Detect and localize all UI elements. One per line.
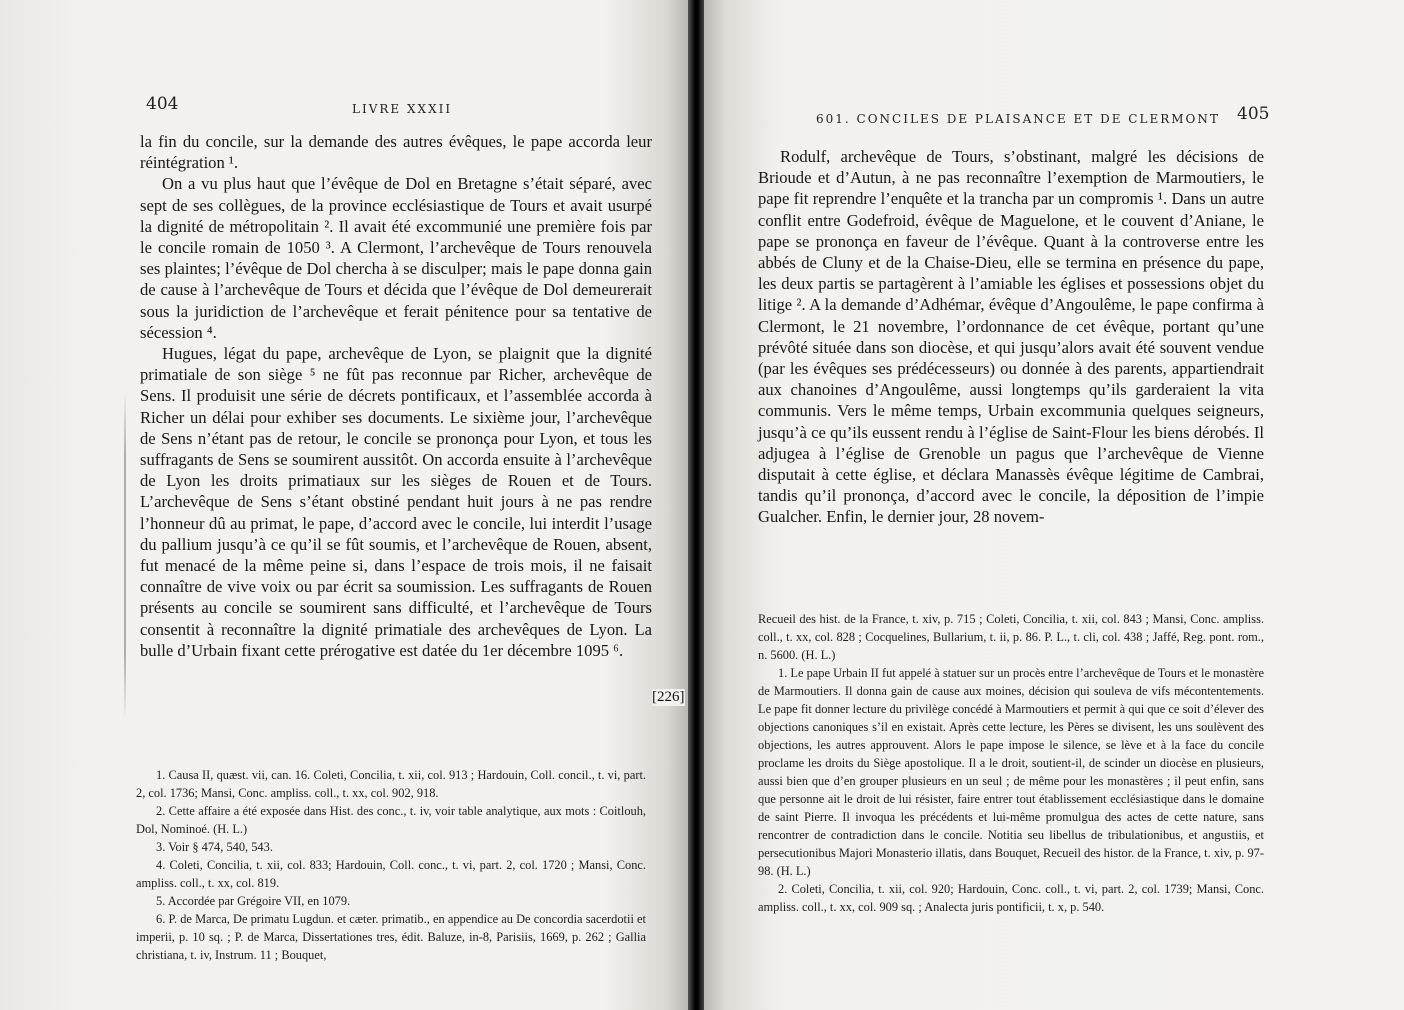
- paragraph: Hugues, légat du pape, archevêque de Lyon, se plaignit que la dignité primatiale de son siège ⁵ ne fût pas reconnue par Richer, archevêque de Sens. Il produisit une série de décrets pontificaux, et l’assemblée accorda à Richer un délai pour exhiber ses documents. Le sixième jour, l’archevêque de Sens n’étant pas de retour, le concile se prononça pour Lyon, et tous les suffragants de Sens se soumirent aussitôt. On accorda ensuite à l’archevêque de Lyon les droits primatiaux sur les sièges de Rouen et de Tours. L’archevêque de Sens s’étant obstiné pendant huit jours à ne pas rendre l’honneur dû au primat, le pape, d’accord avec le concile, lui interdit l’usage du pallium jusqu’à ce qu’il se fût soumis, et l’archevêque de Rouen, absent, fut menacé de la même peine si, dans l’espace de trois mois, il ne faisait connaître de vive voix ou par écrit sa soumission. Les suffragants de Rouen présents au concile se soumirent sans difficulté, et l’archevêque de Tours consentit à reconnaître la dignité primatiale des archevêques de Lyon. La bulle d’Urbain fixant cette prérogative est datée du 1er décembre 1095 ⁶.: [140, 344, 652, 660]
- footnote: 4. Coleti, Concilia, t. xii, col. 833; Hardouin, Coll. conc., t. vi, part. 2, col. 1720 ; Mansi, Conc. ampliss. coll., t. xx, col. 819.: [136, 858, 646, 890]
- footnote: 1. Le pape Urbain II fut appelé à statuer sur un procès entre l’archevêque de Tours et le monastère de Marmoutiers. Il donna gain de cause aux moines, décision qui souleva de vifs mécontentements. Le pape fit donner lecture du privilège concédé à Marmoutiers et permit à qui que ce soit d’élever des objections canoniques s’il en existait. Après cette lecture, les Pères se divisent, les uns soulèvent des objections, les autres approuvent. Alors le pape impose le silence, se lève et à la face du concile proclame les droits du Siège apostolique. Il a le droit, soutient-il, de scinder un diocèse en plusieurs, aussi bien que d’en grouper plusieurs en un seul ; de même pour les monastères ; il peut enfin, sans que personne ait le droit de lui résister, faire entrer tout établissement ecclésiastique dans le domaine de saint Pierre. Il invoqua les précédents et lui-même promulgua des actes de cette nature, sans rencontrer de contradiction dans le concile. Notitia seu libellus de tribulationibus, et angustiis, et persecutionibus Majori Monasterio illatis, dans Bouquet, Recueil des histor. de la France, t. xiv, p. 97-98. (H. L.): [758, 666, 1264, 878]
- footnote: 1. Causa II, quæst. vii, can. 16. Coleti, Concilia, t. xii, col. 913 ; Hardouin, Coll. concil., t. vi, part. 2, col. 1736; Mansi, Conc. ampliss. coll., t. xx, col. 902, 918.: [136, 768, 646, 800]
- margin-marker: [226]: [652, 689, 685, 705]
- page-number: 405: [1237, 104, 1270, 124]
- running-head: 601. CONCILES DE PLAISANCE ET DE CLERMONT: [816, 112, 1220, 126]
- footnotes: [758, 610, 1264, 916]
- footnote: Recueil des hist. de la France, t. xiv, p. 715 ; Coleti, Concilia, t. xii, col. 843 ; Mansi, Conc. ampliss. coll., t. xx, col. 828 ; Cocquelines, Bullarium, t. ii, p. 86. P. L., t. cli, col. 438 ; Jaffé, Reg. pont. rom., n. 5600. (H. L.): [758, 612, 1264, 662]
- footnote: 2. Cette affaire a été exposée dans Hist. des conc., t. iv, voir table analytique, aux mots : Coitlouh, Dol, Nominoé. (H. L.): [136, 804, 646, 836]
- footnote: 5. Accordée par Grégoire VII, en 1079.: [156, 894, 351, 908]
- footnote: 2. Coleti, Concilia, t. xii, col. 920; Hardouin, Conc. coll., t. vi, part. 2, col. 1739; Mansi, Conc. ampliss. coll., t. xx, col. 909 sq. ; Analecta juris pontificii, t. x, p. 540.: [758, 882, 1264, 914]
- pencil-mark: [124, 390, 126, 720]
- paragraph: On a vu plus haut que l’évêque de Dol en Bretagne s’était séparé, avec sept de ses collègues, de la province ecclésiastique de Tours et avait usurpé la dignité de métropolitain ². Il avait été excommunié une première fois par le concile romain de 1050 ³. A Clermont, l’archevêque de Tours renouvela ses plaintes; l’évêque de Dol chercha à se disculper; mais le pape donna gain de cause à l’archevêque de Tours et décida que l’évêque de Dol demeurerait sous la juridiction de l’archevêque et ferait pénitence pour sa tentative de sécession ⁴.: [140, 174, 652, 342]
- running-head: LIVRE XXXII: [352, 102, 453, 116]
- footnote: 6. P. de Marca, De primatu Lugdun. et cæter. primatib., en appendice au De concordia sacerdotii et imperii, p. 10 sq. ; P. de Marca, Dissertationes tres, édit. Baluze, in-8, Parisiis, 1669, p. 262 ; Gallia christiana, t. iv, Instrum. 11 ; Bouquet,: [136, 912, 646, 962]
- body-text: [758, 146, 1264, 528]
- paragraph: la fin du concile, sur la demande des autres évêques, le pape accorda leur réintégration ¹.: [140, 132, 652, 173]
- body-text: [140, 131, 652, 661]
- footnotes: [136, 766, 646, 964]
- left-page: [0, 0, 688, 1010]
- footnote: 3. Voir § 474, 540, 543.: [156, 840, 273, 854]
- right-page: [704, 0, 1404, 1010]
- page-number: 404: [146, 94, 179, 114]
- paragraph: Rodulf, archevêque de Tours, s’obstinant, malgré les décisions de Brioude et d’Autun, à ne pas reconnaître l’exemption de Marmoutiers, le pape fit reprendre l’enquête et la trancha par un compromis ¹. Dans un autre conflit entre Godefroid, évêque de Maguelone, et le couvent d’Aniane, le pape se prononça en faveur de l’évêque. Quant à la controverse entre les abbés de Cluny et de la Chaise-Dieu, elle se termina en présence du pape, les deux partis se partagèrent à l’amiable les églises et possessions objet du litige ². A la demande d’Adhémar, évêque d’Angoulême, le pape confirma à Clermont, le 21 novembre, l’ordonnance de cet évêque, portant qu’une prévôté située dans son diocèse, et qui jusqu’alors avait été souvent vendue (par les évêques ses prédécesseurs) ou donnée à des parents, appartiendrait aux chanoines d’Angoulême, aussi longtemps qu’ils garderaient la vita communis. Vers le même temps, Urbain excommunia quelques seigneurs, jusqu’à ce qu’ils eussent rendu à l’église de Saint-Flour les biens dérobés. Il adjugea à l’église de Grenoble un pagus que l’archevêque de Vienne disputait à cette église, et déclara Manassès évêque légitime de Cambrai, tandis qu’il prononça, d’accord avec le concile, la déposition de l’impie Gualcher. Enfin, le dernier jour, 28 novem-: [758, 147, 1264, 527]
- book-gutter: [688, 0, 704, 1010]
